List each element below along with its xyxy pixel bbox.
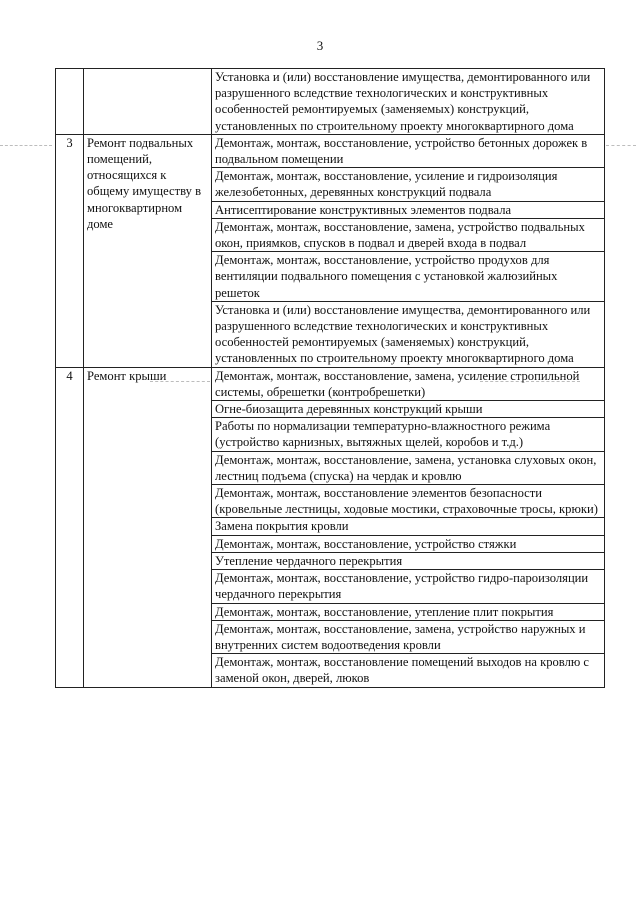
table-row xyxy=(56,69,605,135)
structural-element-cell: Ремонт крыши xyxy=(84,367,212,687)
work-type-cell: Демонтаж, монтаж, восстановление помещений выходов на кровлю с заменой окон, дверей, люков xyxy=(212,654,605,687)
work-type-cell: Утепление чердачного перекрытия xyxy=(212,552,605,569)
section-number-cell: 4 xyxy=(56,367,84,687)
work-type-cell: Работы по нормализации температурно-влажностного режима (устройство карнизных, вытяжных щелей, коробов и т.д.) xyxy=(212,418,605,451)
work-type-cell: Демонтаж, монтаж, восстановление, устройство стяжки xyxy=(212,535,605,552)
work-type-cell: Установка и (или) восстановление имущества, демонтированного или разрушенного вследствие технологических и конструктивных особенностей ремонтируемых (заменяемых) конструкций, установленных по строительному проекту многоквартирного дома xyxy=(212,301,605,367)
work-type-cell: Демонтаж, монтаж, восстановление, устройство бетонных дорожек в подвальном помещении xyxy=(212,134,605,167)
work-type-cell: Демонтаж, монтаж, восстановление, замена, установка слуховых окон, лестниц подъема (спуска) на чердак и кровлю xyxy=(212,451,605,484)
section-number-cell: 3 xyxy=(56,134,84,367)
work-type-cell: Демонтаж, монтаж, восстановление, замена, усиление стропильной системы, обрешетки (контробрешетки) xyxy=(212,367,605,400)
structural-element-cell xyxy=(84,69,212,135)
structural-element-cell: Ремонт подвальных помещений, относящихся к общему имуществу в многоквартирном доме xyxy=(84,134,212,367)
table-row xyxy=(56,134,605,167)
page-number: 3 xyxy=(316,38,324,53)
work-type-cell: Демонтаж, монтаж, восстановление, замена, устройство наружных и внутренних систем водоотведения кровли xyxy=(212,620,605,653)
section-number-cell xyxy=(56,69,84,135)
work-type-cell: Демонтаж, монтаж, восстановление, устройство продухов для вентиляции подвального помещения с установкой жалюзийных решеток xyxy=(212,252,605,302)
repair-works-table xyxy=(55,68,605,688)
table-row xyxy=(56,367,605,400)
work-type-cell: Огне-биозащита деревянных конструкций крыши xyxy=(212,401,605,418)
work-type-cell: Установка и (или) восстановление имущества, демонтированного или разрушенного вследствие технологических и конструктивных особенностей ремонтируемых (заменяемых) конструкций, установленных по строительному проекту многоквартирного дома xyxy=(212,69,605,135)
work-type-cell: Демонтаж, монтаж, восстановление, замена, устройство подвальных окон, приямков, спусков в подвал и дверей входа в подвал xyxy=(212,218,605,251)
work-type-cell: Демонтаж, монтаж, восстановление элементов безопасности (кровельные лестницы, ходовые мостики, страховочные тросы, крюки) xyxy=(212,485,605,518)
work-type-cell: Демонтаж, монтаж, восстановление, устройство гидро-пароизоляции чердачного перекрытия xyxy=(212,570,605,603)
work-type-cell: Антисептирование конструктивных элементов подвала xyxy=(212,201,605,218)
work-type-cell: Демонтаж, монтаж, восстановление, усиление и гидроизоляция железобетонных, деревянных конструкций подвала xyxy=(212,168,605,201)
work-type-cell: Замена покрытия кровли xyxy=(212,518,605,535)
repair-works-table-body xyxy=(56,69,605,688)
scan-dash-line xyxy=(0,145,52,146)
work-type-cell: Демонтаж, монтаж, восстановление, утепление плит покрытия xyxy=(212,603,605,620)
scan-dash-line xyxy=(606,145,636,146)
